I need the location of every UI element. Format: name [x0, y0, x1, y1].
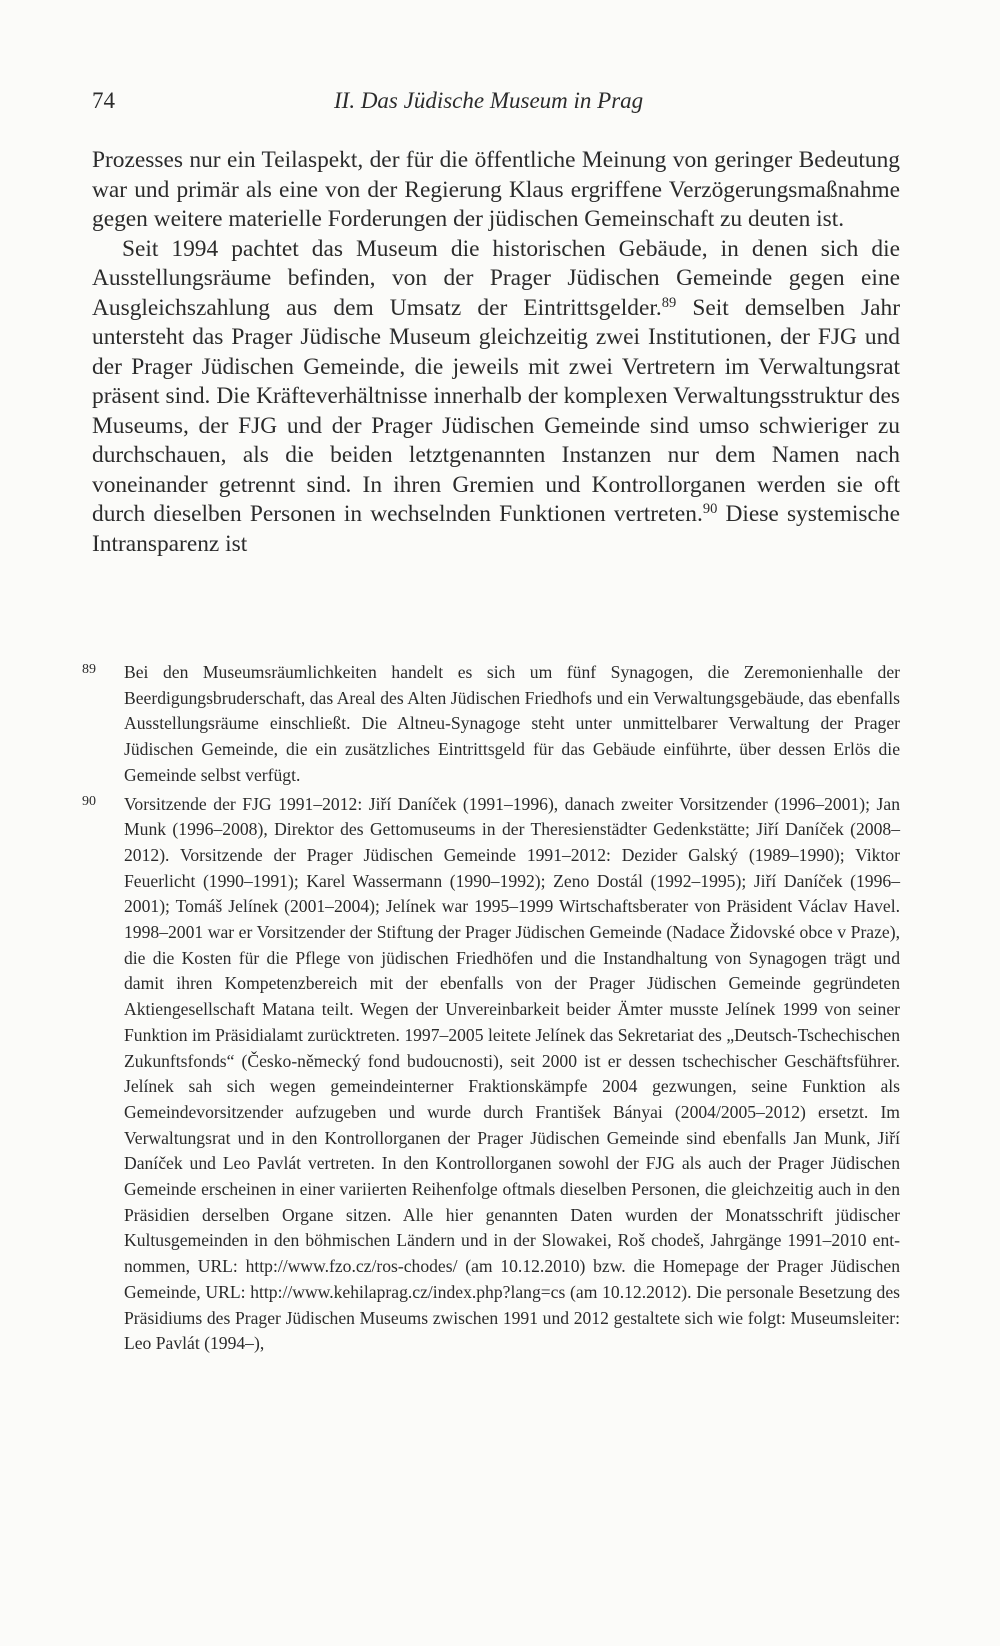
- footnote-number: 90: [82, 793, 96, 809]
- footnote-reference: 89: [661, 294, 677, 311]
- paragraph: [92, 146, 900, 235]
- footnote-text: Bei den Museumsräumlichkeiten handelt es sich um fünf Synagogen, die Zeremonienhalle der Beerdigungsbruderschaft, das Areal des Alten Jüdischen Friedhofs und ein Verwaltungsgebäude, das ebenfalls Ausstellungsräume einschließt. Die Altneu-Synagoge steht unter unmittelbarer Verwaltung der Prager Jüdischen Gemeinde, die ein zusätzliches Eintrittsgeld für das Gebäude einführte, über dessen Erlös die Gemeinde selbst verfügt.: [124, 662, 900, 785]
- paragraph-text: Diese systemische Intransparenz ist: [92, 501, 900, 557]
- paragraph-text: Seit 1994 pachtet das Museum die historischen Gebäude, in denen sich die Ausstellungsräume befinden, von der Prager Jüdischen Gemeinde gegen eine Ausgleichszahlung aus dem Umsatz der Eintrittsgelder.: [92, 235, 900, 321]
- footnote: [82, 792, 900, 1357]
- page-number: 74: [92, 88, 115, 113]
- paragraph-text: Seit demselben Jahr untersteht das Prager Jüdische Museum gleichzeitig zwei Institutionen, der FJG und der Prager Jüdischen Gemeinde, die jeweils mit zwei Vertretern im Verwaltungsrat präsent sind. Die Kräfteverhältnisse innerhalb der komplexen Verwaltungsstruktur des Museums, der FJG und der Prager Jüdischen Gemeinde sind umso schwieriger zu durchschauen, als die beiden letztgenannten Instanzen nur dem Namen nach voneinander getrennt sind. In ihren Gremien und Kontrollorganen werden sie oft durch dieselben Personen in wechselnden Funktionen vertreten.: [92, 294, 900, 527]
- paragraph-text: Prozesses nur ein Teilaspekt, der für die öffentliche Meinung von geringer Bedeutung war und primär als eine von der Regierung Klaus ergriffene Verzögerungsmaßnahme gegen weitere materielle Forderungen der jüdischen Gemeinschaft zu deuten ist.: [92, 147, 900, 232]
- paragraph: [92, 235, 900, 560]
- footnotes: [82, 660, 900, 1360]
- footnote-reference: 90: [702, 501, 718, 518]
- running-head: II. Das Jüdische Museum in Prag: [334, 88, 644, 113]
- page-header: [92, 88, 898, 122]
- body-text: [92, 146, 900, 559]
- footnote-text: Vorsitzende der FJG 1991–2012: Jiří Daníček (1991–1996), danach zweiter Vorsitzender (1996–2001); Jan Munk (1996–2008), Direktor des Gettomuseums in der Theresienstädter Gedenkstätte; Jiří Daníček (2008–2012). Vorsitzende der Prager Jüdischen Gemeinde 1991–2012: Dezider Galský (1989–1990); Viktor Feuerlicht (1990–1991); Karel Wassermann (1990–1992); Zeno Dostál (1992–1995); Jiří Daníček (1996–2001); Tomáš Jelínek (2001–2004); Jelínek war 1995–1999 Wirtschaftsberater von Präsident Václav Havel. 1998–2001 war er Vorsitzender der Stiftung der Prager Jüdischen Gemeinde (Nadace Židovské obce v Praze), die die Kosten für die Pflege von jüdischen Friedhöfen und die Instandhaltung von Synagogen trägt und damit ihren Kompetenzbereich mit der ebenfalls von der Prager Jüdischen Gemeinde gegründeten Aktiengesellschaft Matana teilt. Wegen der Unvereinbarkeit beider Ämter musste Jelínek 1999 von seiner Funktion im Präsidialamt zurücktreten. 1997–2005 leitete Jelínek das Sekretariat des „Deutsch-Tschechischen Zukunftsfonds“ (Česko-německý fond budoucnosti), seit 2000 ist er dessen tschechischer Geschäftsführer. Jelínek sah sich wegen gemeindeinterner Fraktionskämpfe 2004 gezwungen, seine Funktion als Gemeindevorsitzender aufzugeben und wurde durch František Bányai (2004/2005–2012) ersetzt. Im Verwaltungsrat und in den Kontrollorganen der Prager Jüdischen Gemeinde sind ebenfalls Jan Munk, Jiří Daníček und Leo Pavlát vertreten. In den Kontrollorganen sowohl der FJG als auch der Prager Jüdischen Gemeinde erscheinen in einer variierten Reihenfolge oftmals dieselben Personen, die gleichzeitig auch in den Präsidien derselben Organe sitzen. Alle hier genannten Daten wurden der Monatsschrift jüdischer Kultusgemeinden in den böhmischen Ländern und in der Slowakei, Roš chodeš, Jahrgänge 1991–2010 entnommen, URL: http://www.fzo.cz/ros-chodes/ (am 10.12.2010) bzw. die Homepage der Prager Jüdischen Gemeinde, URL: http://www.kehilaprag.cz/index.php?lang=cs (am 10.12.2012). Die personale Besetzung des Präsidiums des Prager Jüdischen Museums zwischen 1991 und 2012 gestaltete sich wie folgt: Museumsleiter: Leo Pavlát (1994–),: [124, 793, 900, 1354]
- footnote-number: 89: [82, 662, 96, 677]
- footnote: [82, 660, 900, 789]
